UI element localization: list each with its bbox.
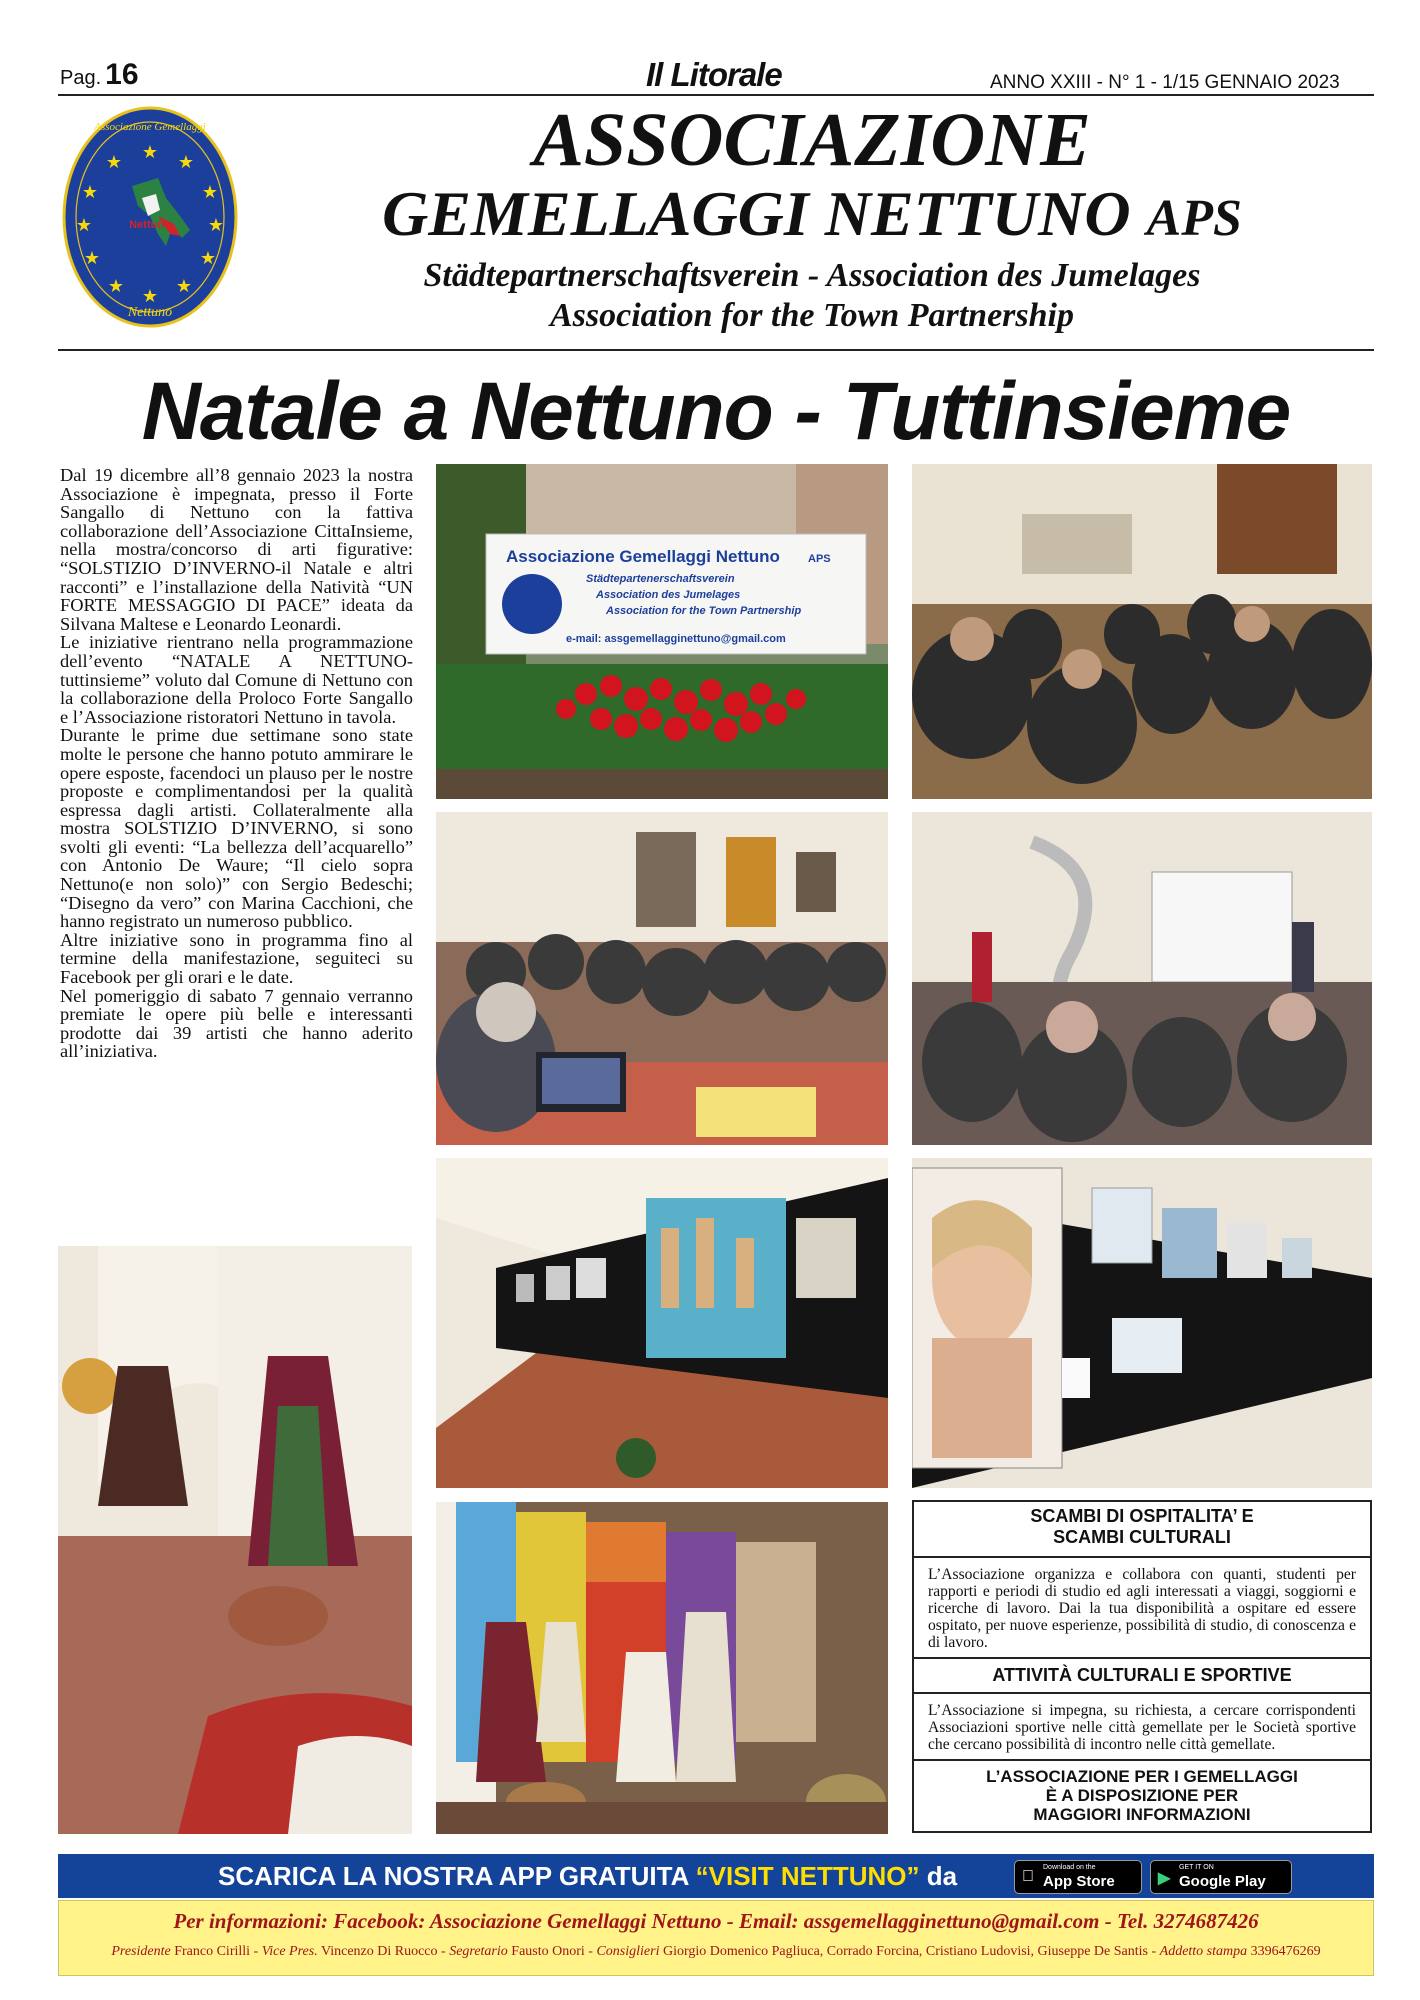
svg-text:★: ★ xyxy=(177,152,195,172)
photo-lecture xyxy=(912,812,1372,1145)
svg-text:★: ★ xyxy=(201,182,219,202)
info-contact-line: È A DISPOSIZIONE PER xyxy=(1045,1786,1239,1805)
role-label: Presidente xyxy=(111,1944,171,1959)
app-banner-tail: da xyxy=(919,1861,958,1891)
app-banner-text xyxy=(218,1861,957,1892)
svg-text:★: ★ xyxy=(175,276,193,296)
association-logo xyxy=(62,106,238,328)
info-section-text: L’Associazione si impegna, su richiesta, a cercare corrispondenti Associazioni sportive nelle città gemellate per le Società sportive che cercano possibilità di incontro nelle città gemellate. xyxy=(928,1702,1356,1753)
article-paragraph: Altre iniziative sono in programma fino al termine della manifestazione, seguiteci su Facebook per gli orari e le date. xyxy=(60,929,413,988)
association-title-main: GEMELLAGGI NETTUNO xyxy=(382,178,1131,249)
svg-text:Nettuno: Nettuno xyxy=(129,219,171,231)
info-contact-line: MAGGIORI INFORMAZIONI xyxy=(1033,1805,1251,1824)
board-member: Vincenzo Di Ruocco - xyxy=(317,1944,450,1959)
google-play-small-text: GET IT ON xyxy=(1179,1864,1214,1871)
photo-conference-audience xyxy=(436,812,888,1145)
svg-text:Associazione Gemellaggi: Associazione Gemellaggi xyxy=(94,121,206,133)
svg-text:★: ★ xyxy=(81,182,99,202)
article-headline: Natale a Nettuno - Tuttinsieme xyxy=(141,366,1291,457)
info-divider xyxy=(914,1657,1370,1659)
page-number: 16 xyxy=(105,58,139,91)
association-title-line1: ASSOCIAZIONE xyxy=(533,98,1091,182)
svg-text:Association for the Town Partn: Association for the Town Partnership xyxy=(606,605,802,617)
info-divider xyxy=(914,1556,1370,1558)
association-title-aps: APS xyxy=(1146,190,1242,247)
app-download-banner xyxy=(58,1854,1374,1898)
role-label: Consiglieri xyxy=(596,1944,660,1959)
photo-portrait-painting xyxy=(912,1158,1372,1488)
masthead-rule xyxy=(58,349,1374,351)
svg-text:★: ★ xyxy=(75,215,93,235)
apple-icon xyxy=(1022,1868,1034,1886)
svg-text:APS: APS xyxy=(808,553,831,565)
issue-info: ANNO XXIII - N° 1 - 1/15 GENNAIO 2023 xyxy=(990,72,1340,93)
info-section-text: L’Associazione organizza e collabora con quanti, studenti per rapporti e periodi di studio ed agli interessati a viaggi, soggiorni e ricerche di lavoro. Dai la tua disponibilità a ospitare ed essere ospitato, per nuove esperienze, possibilità di studio, di conoscenza e di lavoro. xyxy=(928,1566,1356,1651)
board-member: Franco Cirilli - xyxy=(170,1944,262,1959)
play-icon: ▶ xyxy=(1158,1870,1171,1887)
association-subtitle-de-fr: Städtepartnerschaftsverein - Association des Jumelages xyxy=(423,257,1201,294)
footer-contacts xyxy=(58,1900,1374,1976)
svg-text:★: ★ xyxy=(105,152,123,172)
article-paragraph: Nel pomeriggio di sabato 7 gennaio verranno premiate le opere più belle e interessanti prodotte dai 39 artisti che hanno aderito all’iniziativa. xyxy=(60,985,413,1062)
google-play-badge[interactable] xyxy=(1150,1860,1292,1894)
svg-text:e-mail: assgemellagginettuno@g: e-mail: assgemellagginettuno@gmail.com xyxy=(566,633,786,645)
app-name: “VISIT NETTUNO” xyxy=(695,1861,920,1891)
app-store-badge[interactable] xyxy=(1014,1860,1142,1894)
role-label: Segretario xyxy=(449,1944,508,1959)
role-label: Addetto stampa xyxy=(1159,1944,1248,1959)
info-section-title: ATTIVITÀ CULTURALI E SPORTIVE xyxy=(992,1665,1292,1685)
svg-text:★: ★ xyxy=(107,276,125,296)
svg-text:Associazione Gemellaggi Nettun: Associazione Gemellaggi Nettuno xyxy=(506,547,780,566)
footer-board-line xyxy=(59,1944,1373,1960)
article-body xyxy=(60,466,413,1061)
svg-text:Nettuno: Nettuno xyxy=(127,305,173,320)
svg-text:★: ★ xyxy=(141,142,159,162)
role-label: Vice Pres. xyxy=(261,1944,318,1959)
svg-text:★: ★ xyxy=(141,286,159,306)
photo-exhibition-corridor xyxy=(436,1158,888,1488)
info-divider xyxy=(914,1759,1370,1761)
info-section-title: SCAMBI CULTURALI xyxy=(1053,1527,1231,1547)
photo-association-banner xyxy=(436,464,888,799)
svg-text:★: ★ xyxy=(207,215,225,235)
info-box xyxy=(912,1500,1372,1833)
board-member: Fausto Onori - xyxy=(507,1944,597,1959)
app-store-small-text: Download on the xyxy=(1043,1864,1096,1871)
info-contact-note xyxy=(914,1767,1370,1824)
svg-text:Städtepartenerschaftsverein: Städtepartenerschaftsverein xyxy=(586,573,735,585)
google-play-label: Google Play xyxy=(1179,1873,1266,1890)
photo-costumes xyxy=(58,1246,412,1834)
svg-text:★: ★ xyxy=(199,248,217,268)
app-store-label: App Store xyxy=(1043,1873,1115,1890)
association-subtitle-en: Association for the Town Partnership xyxy=(550,297,1074,334)
info-contact-line: L’ASSOCIAZIONE PER I GEMELLAGGI xyxy=(986,1767,1298,1786)
article-paragraph: Le iniziative rientrano nella programmazione dell’evento “NATALE A NETTUNO-tuttinsieme” voluto dal Comune di Nettuno con la collaborazione della Proloco Forte Sangallo e l’Associazione ristoratori Nettuno in tavola. xyxy=(60,632,413,727)
photo-nativity xyxy=(436,1502,888,1834)
app-banner-lead: SCARICA LA NOSTRA APP GRATUITA xyxy=(218,1861,696,1891)
article-paragraph: Durante le prime due settimane sono state molte le persone che hanno potuto ammirare le opere esposte, facendoci un plauso per le nostre proposte e complimentandosi per la qualità espressa dagli artisti. Collateralmente alla mostra SOLSTIZIO D’INVERNO, si sono svolti gli eventi: “La bellezza dell’acquarello” con Antonio De Waure; “Il cielo sopra Nettuno(e non solo)” con Sergio Bedeschi; “Disegno da vero” con Marina Cacchioni, che hanno registrato un numeroso pubblico. xyxy=(60,725,413,932)
press-phone: 3396476269 xyxy=(1247,1944,1321,1959)
association-title-line2 xyxy=(250,178,1374,255)
header-rule xyxy=(58,94,1374,96)
article-paragraph: Dal 19 dicembre all’8 gennaio 2023 la nostra Associazione è impegnata, presso il Forte Sangallo di Nettuno con la fattiva collaborazione dell’Associazione CittaInsieme, nella mostra/concorso di arti figurative: “SOLSTIZIO D’INVERNO-il Natale e altri racconti” e l’installazione della Natività “UN FORTE MESSAGGIO DI PACE” ideata da Silvana Maltese e Leonardo Leonardi. xyxy=(60,465,413,634)
svg-text:★: ★ xyxy=(83,248,101,268)
photo-audience-room xyxy=(912,464,1372,799)
info-section-title: SCAMBI DI OSPITALITA’ E xyxy=(1030,1506,1254,1526)
page-label xyxy=(60,58,139,92)
newspaper-name: Il Litorale xyxy=(646,56,782,93)
footer-info-line: Per informazioni: Facebook: Associazione Gemellaggi Nettuno - Email: assgemellagginettuno@gmail.com - Tel. 3274687426 xyxy=(173,1909,1259,1933)
svg-text:Association des Jumelages: Association des Jumelages xyxy=(596,589,741,601)
page-label-text: Pag. xyxy=(60,67,102,89)
info-divider xyxy=(914,1692,1370,1694)
board-member: Giorgio Domenico Pagliuca, Corrado Forcina, Cristiano Ludovisi, Giuseppe De Santis - xyxy=(659,1944,1160,1959)
